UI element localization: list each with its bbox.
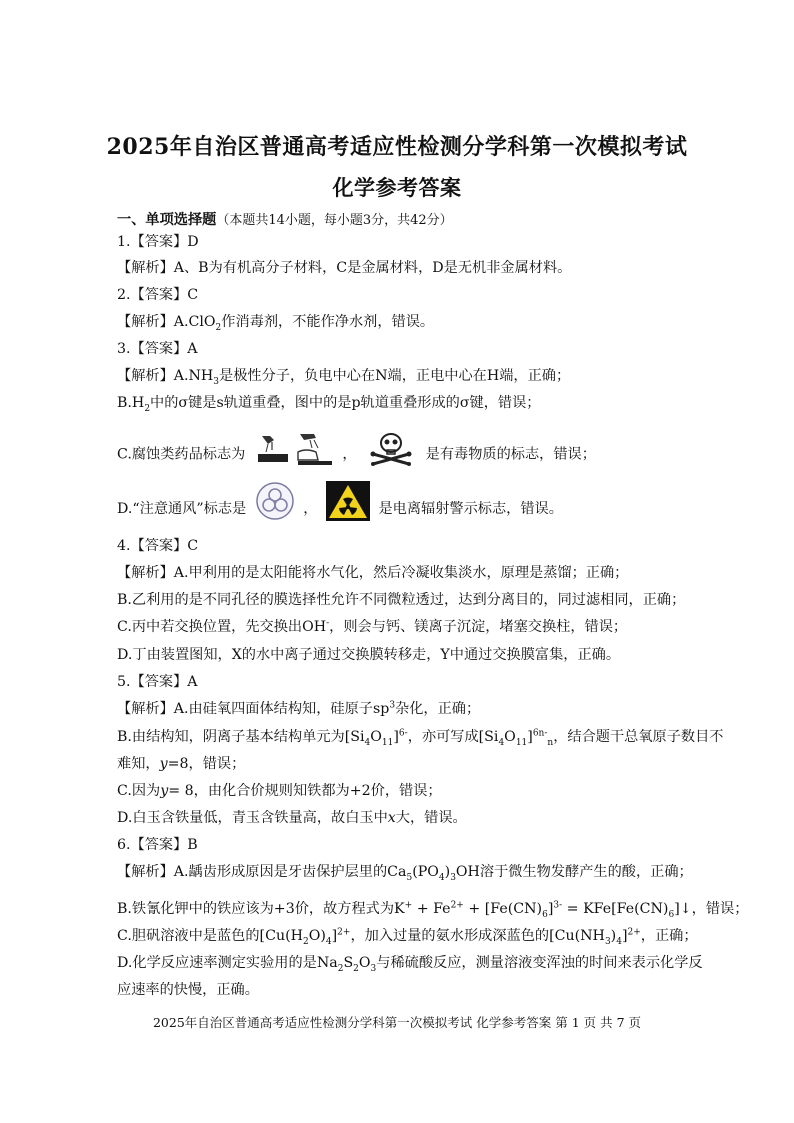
q6-analysis-a: 【解析】A.龋齿形成原因是牙齿保护层里的$Ca_5(PO_4)_3OH$溶于微生物发酵产生的酸，正确； [117,864,693,883]
q1-analysis: 【解析】A、B为有机高分子材料，C是金属材料，D是无机非金属材料。 [117,260,572,276]
q2-analysis: 【解析】A.ClO$_2$作消毒剂，不能作净水剂，错误。 [117,314,435,333]
q2-answer: 2.【答案】C [117,287,199,303]
section-heading: 一、单项选择题（本题共14小题，每小题3分，共42分） [117,212,453,228]
q1-answer: 1.【答案】D [117,234,199,250]
q3-answer: 3.【答案】A [117,341,198,357]
q4-analysis-a: 【解析】A.甲利用的是太阳能将水气化，然后冷凝收集淡水，原理是蒸馏；正确； [117,565,629,581]
q5-analysis-b: B.由结构知，阴离子基本结构单元为$[Si_4O_{11}]^{6-}$，亦可写成$[Si_4O_{11}]^{6n-}_n$，结合题干总氧原子数目不 [117,728,724,748]
radiation-warning-icon [326,481,370,537]
q6-analysis-d-cont: 应速率的快慢，正确。 [117,982,259,998]
q6-analysis-b: B.铁氰化钾中的铁应该为+3价，故方程式为$K^+ + Fe^{2+} + [Fe(CN)_6]^{3-}$ = $KFe[Fe(CN)_6]↓$，错误； [117,900,749,920]
document-title: 2025年自治区普通高考适应性检测分学科第一次模拟考试 [106,134,688,160]
q5-answer: 5.【答案】A [117,674,198,690]
q6-analysis-c: C.胆矾溶液中是蓝色的$[Cu(H_2O)_4]^{2+}$，加入过量的氨水形成深蓝色的$[Cu(NH_3)_4]^{2+}$，正确； [117,927,698,947]
q4-analysis-c: C.丙中若交换位置，先交换出OH-，则会与钙、镁离子沉淀，堵塞交换柱，错误； [117,618,628,635]
q6-answer: 6.【答案】B [117,837,198,853]
q4-analysis-d: D.丁由装置图知，X的水中离子通过交换膜转移走，Y中通过交换膜富集，正确。 [117,647,621,663]
q5-analysis-a: 【解析】A.由硅氧四面体结构知，硅原子$sp^3$杂化，正确； [117,700,481,717]
q6-analysis-d: D.化学反应速率测定实验用的是$Na_2S_2O_3$与稀硫酸反应，测量溶液变浑浊的时间来表示化学反 [117,955,703,974]
q5-analysis-b-cont: 难知，y=8，错误； [117,756,246,772]
q3-analysis-d: D.“注意通风”标志是 ， 是电离辐射警示标志，错误。 [117,481,687,537]
toxic-skull-icon [365,430,417,479]
page-footer: 2025年自治区普通高考适应性检测分学科第一次模拟考试 化学参考答案 第 1 页 共 7 页 [152,1015,642,1030]
q3-analysis-c: C.腐蚀类药品标志为 ， 是有毒物质的标志，错误； [117,430,687,479]
q5-analysis-c: C.因为y= 8，由化合价规则知铁都为+2价，错误； [117,783,442,799]
q5-analysis-d: D.白玉含铁量低，青玉含铁量高，故白玉中x大，错误。 [117,810,467,826]
corrosive-hazard-icon [254,430,334,479]
q4-answer: 4.【答案】C [117,538,199,554]
ventilation-sign-icon [255,481,295,537]
q3-analysis-b: $B.H_2$中的σ键是s轨道重叠，图中的是p轨道重叠形成的σ键，错误； [117,395,541,414]
document-subtitle: 化学参考答案 [332,175,462,200]
q3-analysis-a: 【解析】$A.NH_3$是极性分子，负电中心在N端，正电中心在H端，正确； [117,368,571,387]
q4-analysis-b: B.乙利用的是不同孔径的膜选择性允许不同微粒透过，达到分离目的，同过滤相同，正确； [117,592,686,608]
